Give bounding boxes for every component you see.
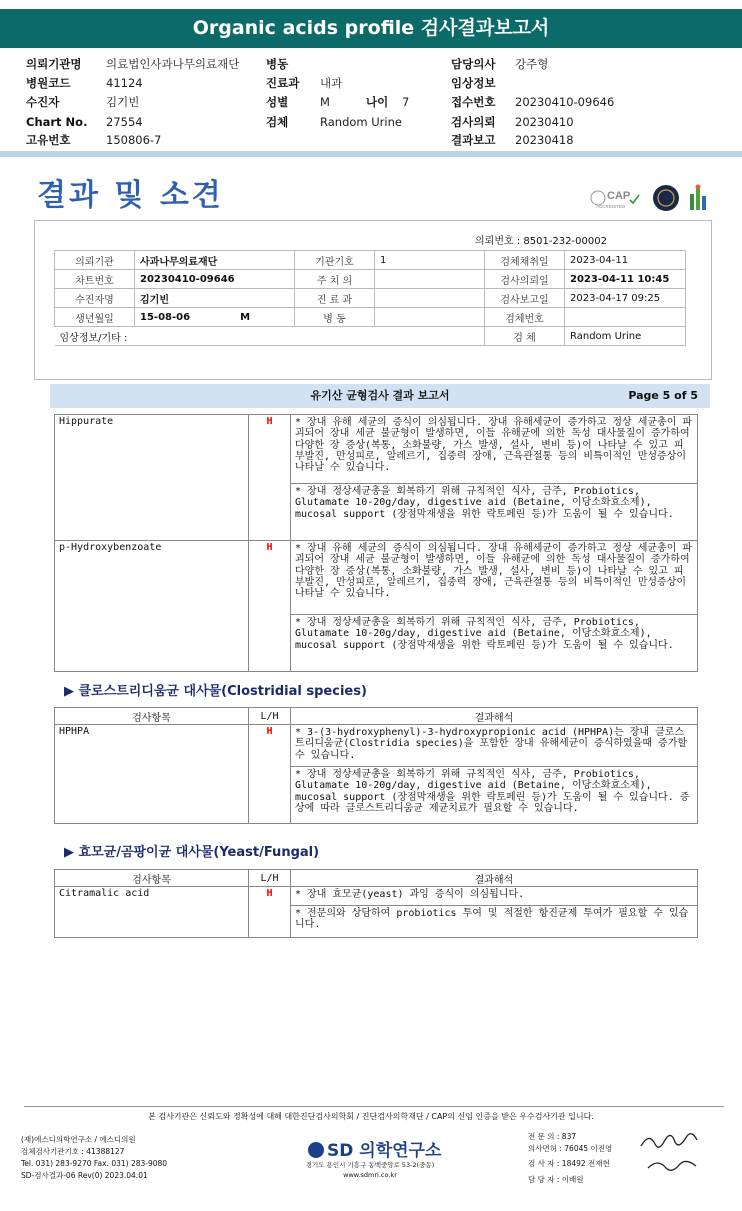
cap-text: CAP (607, 190, 631, 202)
header-field: 진료과 내과 (266, 76, 343, 90)
header-field: 접수번호 20230410-09646 (451, 95, 615, 109)
request-number: 의뢰번호 : 8501-232-00002 (475, 236, 607, 247)
header-field: 병동 (266, 57, 289, 71)
divider (0, 151, 742, 157)
report-title: 유기산 균형검사 결과 보고서 (310, 389, 450, 402)
sd-address: 경기도 용인시 기흥구 동백중앙로 53-2(중동) www.sdmri.co.kr (305, 1161, 435, 1179)
cap-logo-icon (590, 184, 720, 214)
section-title: 결과 및 소견 (37, 178, 224, 213)
footer-lab-info: (재)에스디의학연구소 / 에스디의원 검체검사기관기호 : 41388127 Tel. 031) 283-9270 Fax. 031) 283-9080 SD-검사결과-06 Rev(0) 2023.04.01 (21, 1135, 168, 1180)
header-field: 담당의사 강주형 (451, 57, 549, 71)
page-indicator: Page 5 of 5 (628, 389, 698, 402)
signature-block: 전 문 의 : 837 의사면허 : 76045 이진영 검 사 자 : 18492 전재현 담 당 자 : 이배원 (528, 1132, 613, 1184)
header-field: Chart No. 27554 (26, 115, 143, 129)
handwritten-signature-icon (636, 1128, 706, 1180)
sd-logo: SD 의학연구소 (308, 1136, 441, 1161)
accreditation-logos (590, 184, 720, 214)
patient-info-table: 의뢰기관 사과나무의료재단 기관기호 1 검체채취일 2023-04-11 차트번호 20230410-09646 주 치 의 검사의뢰일 2023-04-11 10:45 수진자명 김기빈 진 료 과 검사보고일 2023-04-17 09:25 생년월일 15-08-06 M 병 동 검체번호 임상정보/기타 : 검 체 Random Urine (54, 250, 686, 346)
sd-logo-icon (308, 1142, 324, 1158)
subsection-yeast: ▶ 효모균/곰팡이균 대사물(Yeast/Fungal) (64, 845, 320, 860)
subsection-clostridial: ▶ 클로스트리디움균 대사물(Clostridial species) (64, 684, 367, 699)
results-table-1: Hippurate H * 장내 유해 세균의 증식이 의심됩니다. 장내 유해세균이 증가하고 정상 세균총이 파괴되어 장내 세균 불균형이 발생하면, 이들 유해균에 의한 독성 대사물질이 증가하여 다양한 장 증상(복통, 소화불량, 가스 발생, 설사, 변비 등)이 나타날 수 있고 피부발진, 만성피로, 알레르기, 집중력 장애, 근육관절통 등의 비특이적인 만성증상이 나타날 수 있습니다. * 장내 정상세균총을 회복하기 위해 규칙적인 식사, 금주, Probiotics, Glutamate 10-20g/day, digestive aid (Betaine, 이당소화효소제), mucosal support (장점막재생을 위한 락토페린 등)가 도움이 될 수 있습니다. p-Hydroxybenzoate H * 장내 유해 세균의 증식이 의심됩니다. 장내 유해세균이 증가하고 정상 세균총이 파괴되어 장내 세균 불균형이 발생하면, 이들 유해균에 의한 독성 대사물질이 증가하여 다양한 장 증상(복통, 소화불량, 가스 발생, 설사, 변비 등)이 나타날 수 있고 피부발진, 만성피로, 알레르기, 집중력 장애, 근육관절통 등의 비특이적인 만성증상이 나타날 수 있습니다. * 장내 정상세균총을 회복하기 위해 규칙적인 식사, 금주, Probiotics, Glutamate 10-20g/day, digestive aid (Betaine, 이당소화효소제), mucosal support (장점막재생을 위한 락토페린 등)가 도움이 될 수 있습니다. (54, 414, 698, 672)
footer-divider (24, 1106, 724, 1107)
header-field: 성별 M 나이 7 (266, 95, 410, 109)
cap-sub-text: ACCREDITED (596, 204, 626, 209)
header-field: 고유번호 150806-7 (26, 133, 162, 147)
header-field: 검체 Random Urine (266, 115, 402, 129)
results-table-3: 검사항목 L/H 결과해석 Citramalic acid H * 장내 효모균(yeast) 과잉 증식이 의심됩니다. * 전문의와 상담하여 probiotics 투여 및 적절한 항진균제 투여가 필요할 수 있습니다. (54, 869, 698, 938)
header-field: 검사의뢰 20230410 (451, 115, 574, 129)
footer-note: 본 검사기관은 신뢰도와 정확성에 대해 대한진단검사의학회 / 진단검사의학재단 / CAP의 신임 인증을 받은 우수검사기관 입니다. (148, 1112, 594, 1121)
document-title: Organic acids profile 검사결과보고서 (0, 9, 742, 48)
header-field: 의뢰기관명 의료법인사과나무의료재단 (26, 57, 240, 71)
header-field: 결과보고 20230418 (451, 133, 574, 147)
results-table-2: 검사항목 L/H 결과해석 HPHPA H * 3-(3-hydroxyphenyl)-3-hydroxypropionic acid (HPHPA)는 장내 클로스트리디움균(Clostridia species)을 포함한 장내 유해세균이 증식하였을때 증가할 수 있습니다. * 장내 정상세균총을 회복하기 위해 규칙적인 식사, 금주, Probiotics, Glutamate 10-20g/day, digestive aid (Betaine, 이당소화효소제), mucosal support (장점막재생을 위한 락토페린 등)가 도움이 될 수 있습니다. 증상에 따라 클로스트리디움균 제균치료가 필요할 수 있습니다. (54, 707, 698, 824)
header-field: 병원코드 41124 (26, 76, 143, 90)
header-field: 임상정보 (451, 76, 496, 90)
report-page-header (50, 384, 710, 408)
header-field: 수진자 김기빈 (26, 95, 140, 109)
